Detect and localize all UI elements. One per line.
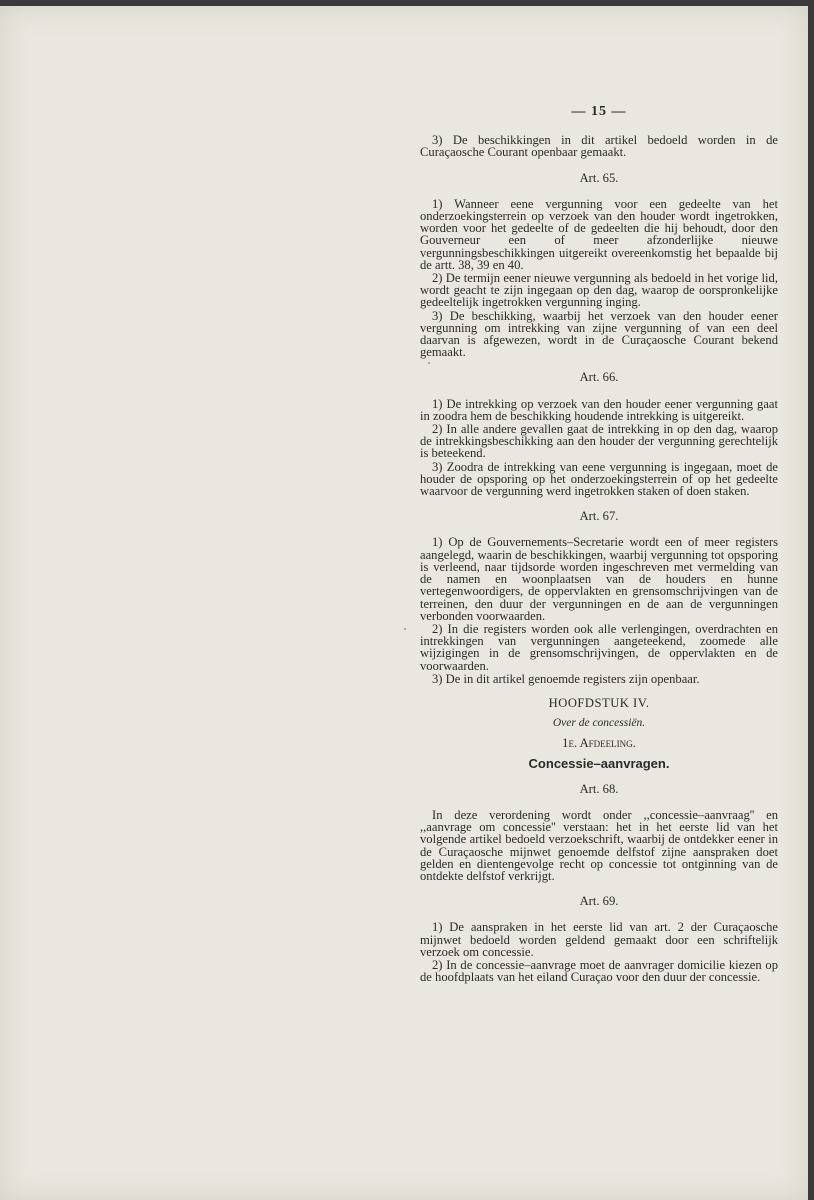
paragraph: In deze verordening wordt onder ,,concessie–aanvraag'' en ,,aanvrage om concessie'' verstaan: het in het eerste lid van het volgende artikel bedoeld verzoekschrift, waarbij de ontdekker eener in de Curaçaosche mijnwet genoemde delfstof zijne aanspraken doet gelden en dientengevolge recht op concessie tot ontginning van de ontdekte delfstof verkrijgt.: [420, 807, 778, 883]
article-heading: Art. 69.: [579, 894, 619, 909]
article-heading: Art. 65.: [579, 170, 619, 185]
paragraph: 3) De in dit artikel genoemde registers zijn openbaar.: [432, 671, 700, 686]
page-number: — 15 —: [571, 104, 627, 119]
paragraph: 1) De intrekking op verzoek van den houder eener vergunning gaat in zoodra hem de beschikking houdende intrekking is uitgereikt.: [420, 396, 778, 423]
paragraph: 3) Zoodra de intrekking van eene vergunning is ingegaan, moet de houder de opsporing op het onderzoekingsterrein of op het gedeelte waarvoor de vergunning werd ingetrokken staken of doen staken.: [420, 459, 778, 499]
document-body: [420, 134, 778, 983]
text-column: [420, 106, 778, 984]
paragraph: 2) In de concessie–aanvrage moet de aanvrager domicilie kiezen op de hoofdplaats van het eiland Curaçao voor den duur der concessie.: [420, 957, 778, 985]
paragraph: 1) Wanneer eene vergunning voor een gedeelte van het onderzoekingsterrein op verzoek van den houder wordt ingetrokken, worden voor het gedeelte of de gedeelten die hij behoudt, door den Gouverneur een of meer afzonderlijke nieuwe vergunningsbeschikkingen uitgereikt overeenkomstig het bepaalde bij de artt. 38, 39 en 40.: [420, 196, 778, 272]
paragraph: 1) De aanspraken in het eerste lid van art. 2 der Curaçaosche mijnwet bedoeld worden geldend gemaakt door een schriftelijk verzoek om concessie.: [420, 920, 778, 959]
paragraph: 1) Op de Gouvernements–Secretarie wordt een of meer registers aangelegd, waarin de beschikkingen, waarbij vergunning tot opsporing is verleend, naar tijdsorde worden ingeschreven met vermelding van de namen en woonplaatsen van de houders en hunne vertegenwoordigers, de oppervlakten en grensomschrijvingen van de terreinen, den duur der vergunningen en de aan de vergunningen verbonden voorwaarden.: [420, 535, 778, 623]
paragraph: 3) De beschikkingen in dit artikel bedoeld worden in de Curaçaosche Courant openbaar gemaakt.: [420, 133, 778, 160]
paragraph: 2) In alle andere gevallen gaat de intrekking in op den dag, waarop de intrekkingsbeschikking aan den houder der vergunning gerechtelijk is beteekend.: [420, 422, 778, 461]
article-heading: Art. 67.: [579, 509, 619, 524]
paper-speck: [404, 628, 406, 630]
scanned-page: [0, 6, 808, 1200]
paragraph: 2) De termijn eener nieuwe vergunning als bedoeld in het vorige lid, wordt geacht te zijn ingegaan op den dag, waarop de oorspronkelijke gedeeltelijk ingetrokken vergunning inging.: [420, 271, 778, 310]
section-title: Concessie–aanvragen.: [528, 755, 670, 771]
chapter-subtitle: Over de concessiën.: [552, 717, 646, 730]
paragraph: 3) De beschikking, waarbij het verzoek van den houder eener vergunning om intrekking van zijne vergunning of van een deel daarvan is afgewezen, wordt in de Curaçaosche Courant bekend gemaakt.: [420, 308, 778, 360]
article-heading: Art. 66.: [579, 370, 619, 385]
chapter-heading: HOOFDSTUK IV.: [548, 695, 650, 710]
article-heading: Art. 68.: [579, 781, 619, 796]
paragraph: 2) In die registers worden ook alle verlengingen, overdrachten en intrekkingen van vergunningen aangeteekend, zoomede alle wijzigingen in de grensomschrijvingen, de oppervlakten en de voorwaarden.: [420, 621, 778, 673]
section-label: 1e. Afdeeling.: [562, 736, 636, 751]
